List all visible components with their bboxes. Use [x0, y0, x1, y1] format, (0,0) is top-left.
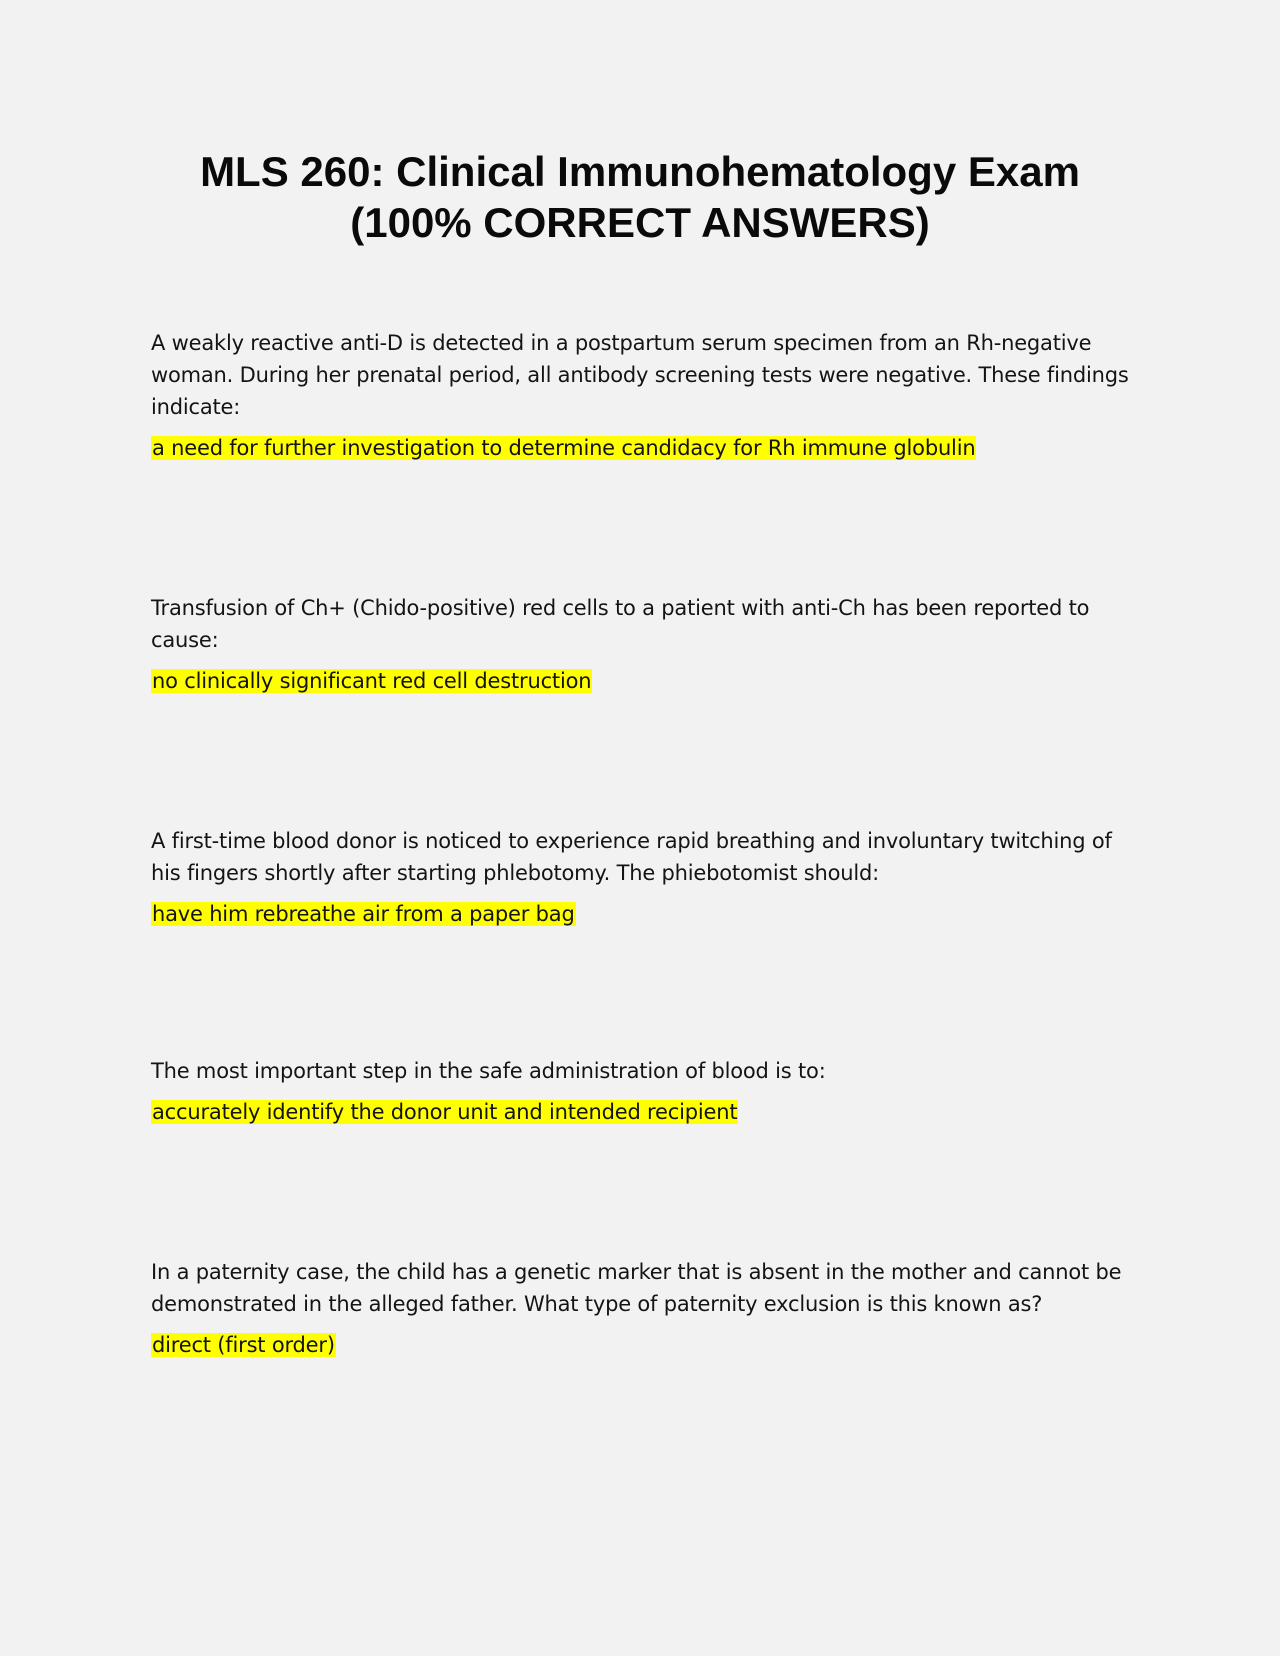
- answer-highlight: have him rebreathe air from a paper bag: [152, 902, 575, 926]
- question-text: A weakly reactive anti-D is detected in a postpartum serum specimen from an Rh-negative woman. During her prenatal period, all antibody screening tests were negative. These findings indicate:: [151, 331, 1129, 419]
- question-block-1: [151, 327, 1131, 463]
- page-title-line-2: (100% CORRECT ANSWERS): [350, 199, 930, 246]
- question-text: Transfusion of Ch+ (Chido-positive) red cells to a patient with anti-Ch has been reported to cause:: [151, 596, 1090, 652]
- answer-highlight: direct (first order): [152, 1333, 335, 1357]
- answer-text: [151, 899, 1131, 929]
- question-block-4: [151, 1055, 1131, 1127]
- page-title-line-1: MLS 260: Clinical Immunohematology Exam: [200, 148, 1080, 195]
- question-block-3: [151, 825, 1131, 929]
- question-block-5: [151, 1256, 1131, 1360]
- question-text: A first-time blood donor is noticed to experience rapid breathing and involuntary twitching of his fingers shortly after starting phlebotomy. The phiebotomist should:: [151, 829, 1112, 885]
- question-text: In a paternity case, the child has a genetic marker that is absent in the mother and cannot be demonstrated in the alleged father. What type of paternity exclusion is this known as?: [151, 1260, 1122, 1316]
- question-text: The most important step in the safe administration of blood is to:: [151, 1059, 826, 1083]
- answer-text: [151, 666, 1131, 696]
- question-block-2: [151, 592, 1131, 696]
- answer-text: [151, 1330, 1131, 1360]
- answer-highlight: a need for further investigation to determine candidacy for Rh immune globulin: [152, 436, 976, 460]
- page-title: [100, 146, 1180, 248]
- answer-highlight: no clinically significant red cell destruction: [152, 669, 592, 693]
- answer-text: [151, 1097, 1131, 1127]
- answer-text: [151, 433, 1131, 463]
- answer-highlight: accurately identify the donor unit and intended recipient: [152, 1100, 738, 1124]
